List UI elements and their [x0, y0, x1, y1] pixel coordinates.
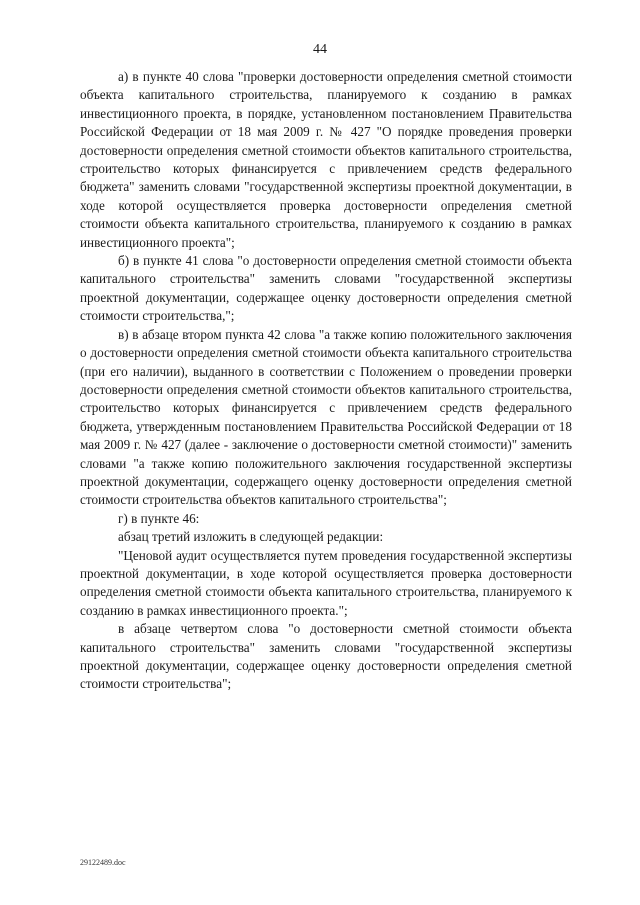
paragraph-g-subclause: абзац третий изложить в следующей редакции: [118, 529, 384, 545]
paragraph-b: б) в пункте 41 слова "о достоверности определения сметной стоимости объекта капитального строительства" заменить словами "государственной экспертизы проектной документации, содержащее оценку достоверности определения сметной стоимости строительства,"; [80, 253, 572, 324]
paragraph-v: в) в абзаце втором пункта 42 слова "а также копию положительного заключения о достоверности определения сметной стоимости объекта капитального строительства (при его наличии), выданного в соответствии с Положением о проведении проверки достоверности определения сметной стоимости объектов капитального строительства, строительство которых финансируется с привлечением средств федерального бюджета, утвержденным постановлением Правительства Российской Федерации от 18 мая 2009 г. № 427 (далее - заключение о достоверности сметной стоимости)" заменить словами "а также копию положительного заключения государственной экспертизы проектной документации, содержащего оценку достоверности определения сметной стоимости строительства объектов капитального строительства"; [80, 326, 572, 508]
document-code: 29122489.doc [80, 858, 126, 867]
paragraph-a: а) в пункте 40 слова "проверки достоверности определения сметной стоимости объекта капитального строительства, планируемого к созданию в рамках инвестиционного проекта, в порядке, установленном постановлением Правительства Российской Федерации от 18 мая 2009 г. № 427 "О порядке проведения проверки достоверности определения сметной стоимости объектов капитального строительства, строительство которых финансируется с привлечением средств федерального бюджета" заменить словами "государственной экспертизы проектной документации, в ходе которой осуществляется проверка достоверности определения сметной стоимости объекта капитального строительства, планируемого к созданию в рамках инвестиционного проекта"; [80, 69, 572, 250]
page-number: 44 [313, 42, 327, 57]
paragraph-fourth-subclause: в абзаце четвертом слова "о достоверности сметной стоимости объекта капитального строительства" заменить словами "государственной экспертизы проектной документации, содержащее оценку достоверности определения сметной стоимости строительства"; [80, 621, 572, 692]
paragraph-quoted-text: "Ценовой аудит осуществляется путем проведения государственной экспертизы проектной документации, в ходе которой осуществляется проверка достоверности определения сметной стоимости объекта капитального строительства, планируемого к созданию в рамках инвестиционного проекта."; [80, 547, 572, 618]
document-body [80, 68, 572, 694]
paragraph-g: г) в пункте 46: [118, 510, 200, 526]
